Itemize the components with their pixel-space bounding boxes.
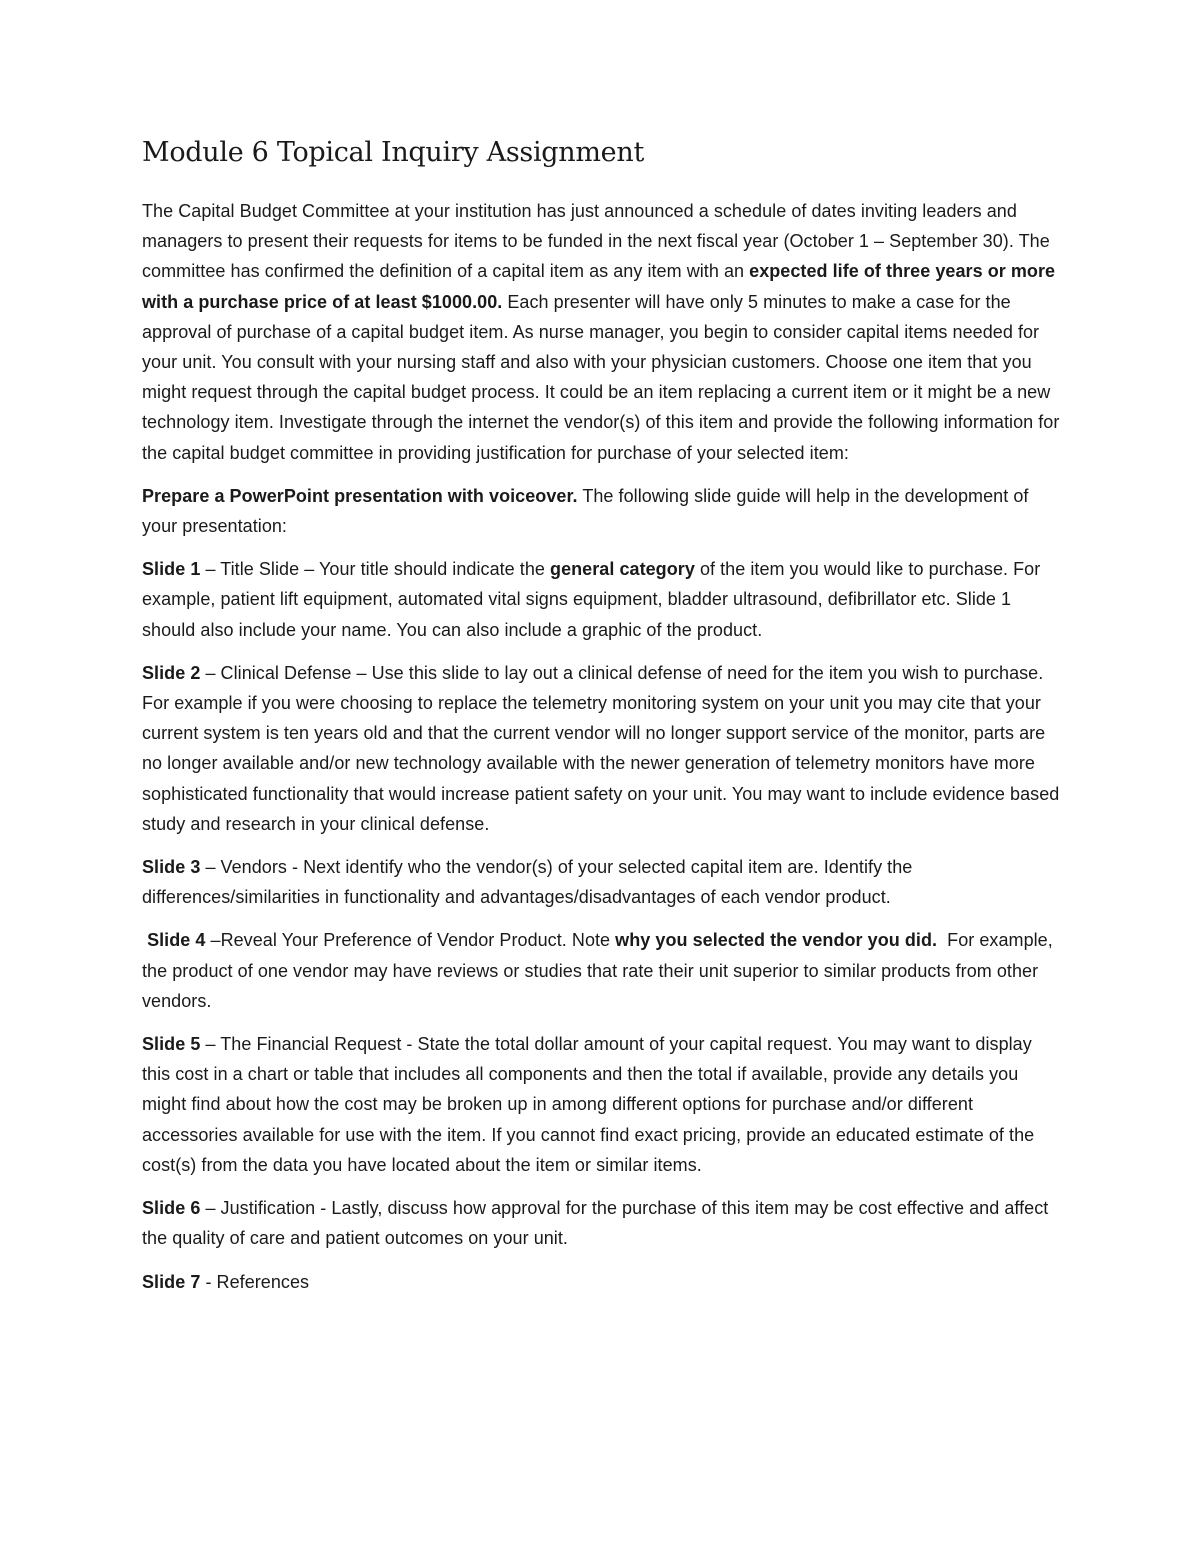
prepare-text: The following slide guide will help in the development of your presentation: [142, 485, 1029, 537]
slide-4-text-a: –Reveal Your Preference of Vendor Product. Note [205, 930, 616, 951]
slide-4-emphasis: why you selected the vendor you did. [615, 930, 938, 951]
slide-5-paragraph [142, 1029, 1062, 1180]
slide-3-paragraph [142, 852, 1062, 912]
document-body [142, 137, 1062, 1310]
slide-4-text-b: For example, the product of one vendor may have reviews or studies that rate their unit superior to similar products from other vendors. [142, 930, 1058, 1011]
slide-7-paragraph [142, 1267, 1062, 1297]
slide-1-text-b: of the item you would like to purchase. For example, patient lift equipment, automated vital signs equipment, bladder ultrasound, defibrillator etc. Slide 1 should also include your name. You can also include a graphic of the product. [142, 559, 1041, 640]
slide-1-label: Slide 1 [142, 559, 201, 580]
slide-1-emphasis: general category [550, 559, 695, 580]
slide-3-label: Slide 3 [142, 857, 201, 878]
slide-7-text: - References [200, 1271, 310, 1292]
slide-4-paragraph [142, 925, 1062, 1016]
slide-1-paragraph [142, 554, 1062, 645]
slide-5-text: – The Financial Request - State the total dollar amount of your capital request. You may want to display this cost in a chart or table that includes all components and then the total if available, provide any details you might find about how the cost may be broken up in among different options for purchase and/or different accessories available for use with the item. If you cannot find exact pricing, provide an educated estimate of the cost(s) from the data you have located about the item or similar items. [142, 1034, 1035, 1175]
intro-paragraph [142, 196, 1062, 468]
document-title: Module 6 Topical Inquiry Assignment [142, 137, 644, 168]
capital-item-definition: expected life of three years or more with a purchase price of at least $1000.00. [142, 261, 1056, 312]
intro-text-1: The Capital Budget Committee at your institution has just announced a schedule of dates inviting leaders and managers to present their requests for items to be funded in the next fiscal year (October 1 – September 30). The committee has confirmed the definition of a capital item as any item with an [142, 201, 1050, 282]
slide-1-text-a: – Title Slide – Your title should indicate the [200, 559, 551, 580]
prepare-paragraph [142, 481, 1062, 541]
prepare-instruction: Prepare a PowerPoint presentation with voiceover. [142, 485, 578, 506]
slide-6-label: Slide 6 [142, 1198, 201, 1219]
slide-5-label: Slide 5 [142, 1034, 201, 1055]
slide-2-text: – Clinical Defense – Use this slide to lay out a clinical defense of need for the item you wish to purchase. For example if you were choosing to replace the telemetry monitoring system on your unit you may cite that your current system is ten years old and that the current vendor will no longer support service of the monitor, parts are no longer available and/or new technology available with the newer generation of telemetry monitors have more sophisticated functionality that would increase patient safety on your unit. You may want to include evidence based study and research in your clinical defense. [142, 662, 1060, 834]
slide-2-paragraph [142, 658, 1062, 839]
intro-text-2: Each presenter will have only 5 minutes to make a case for the approval of purchase of a capital budget item. As nurse manager, you begin to consider capital items needed for your unit. You consult with your nursing staff and also with your physician customers. Choose one item that you might request through the capital budget process. It could be an item replacing a current item or it might be a new technology item. Investigate through the internet the vendor(s) of this item and provide the following information for the capital budget committee in providing justification for purchase of your selected item: [142, 291, 1060, 463]
slide-7-label: Slide 7 [142, 1271, 201, 1292]
slide-6-paragraph [142, 1193, 1062, 1253]
slide-4-label: Slide 4 [142, 930, 206, 951]
slide-6-text: – Justification - Lastly, discuss how approval for the purchase of this item may be cost effective and affect the quality of care and patient outcomes on your unit. [142, 1198, 1049, 1249]
slide-2-label: Slide 2 [142, 662, 201, 683]
slide-3-text: – Vendors - Next identify who the vendor(s) of your selected capital item are. Identify the differences/similarities in functionality and advantages/disadvantages of each vendor product. [142, 857, 913, 908]
